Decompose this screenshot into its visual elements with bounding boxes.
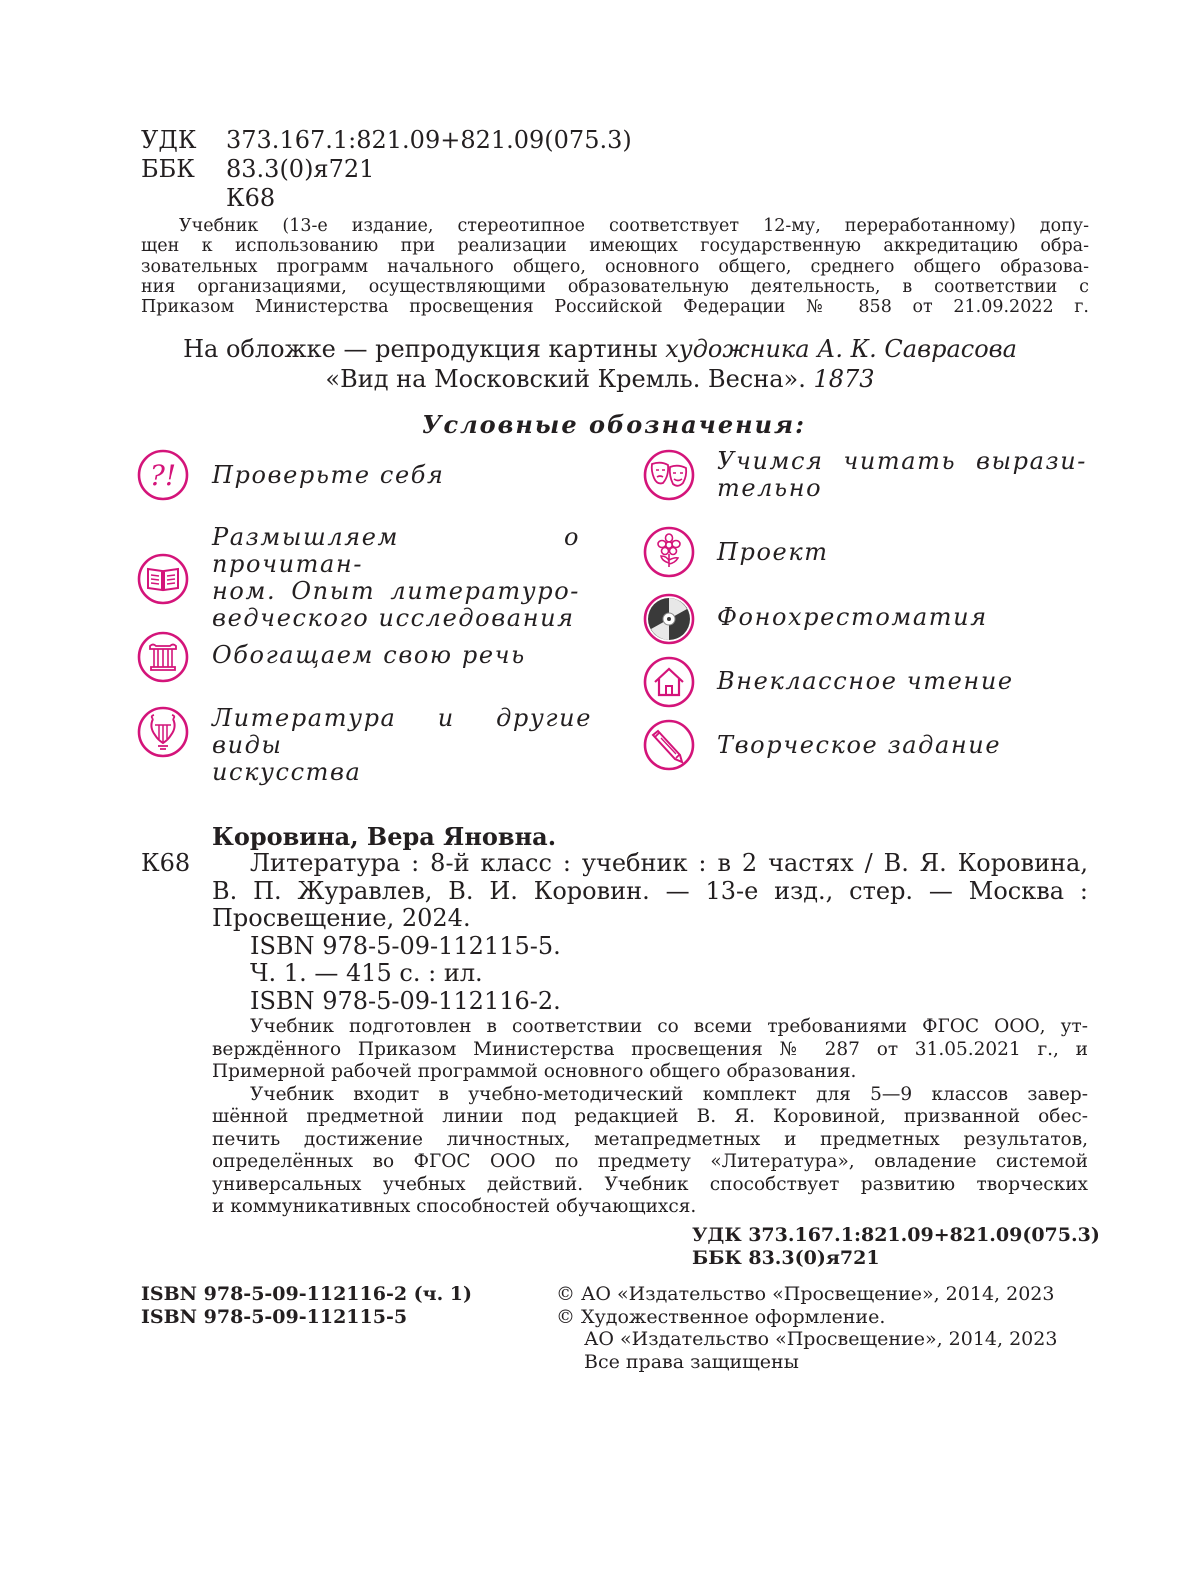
citation-isbn-set: ISBN 978-5-09-112115-5. (250, 931, 561, 960)
annotation-line: универсальных учебных действий. Учебник способствует развитию творческих (212, 1173, 1088, 1195)
citation-line: В. П. Журавлев, В. И. Коровин. — 13-е изд., стер. — Москва : (212, 876, 1088, 905)
bbk-row (141, 155, 632, 184)
classification-codes (141, 126, 632, 213)
legend-label-creative-task (717, 732, 1047, 759)
copyright-publisher: © АО «Издательство «Просвещение», 2014, 2023 (556, 1283, 1055, 1305)
approval-line: ния организациями, осуществляющими образовательную деятельность, в соответствии с (141, 276, 1089, 297)
flower-icon (642, 525, 696, 579)
legend-line: Проверьте себя (212, 461, 445, 489)
legend-line: Творческое задание (717, 731, 1002, 759)
annotation-line: Учебник подготовлен в соответствии со всеми требованиями ФГОС ООО, ут- (250, 1016, 1088, 1037)
column-icon (136, 630, 190, 684)
theatre-masks-icon (642, 448, 696, 502)
citation-codes (692, 1224, 1100, 1270)
legend-line: Внеклассное чтение (717, 667, 1014, 695)
svg-text:?!: ?! (149, 459, 177, 492)
annotation-line: и коммуникативных способностей обучающихся. (212, 1196, 697, 1217)
copyright-design: © Художественное оформление. (556, 1305, 886, 1328)
citation-mark: К68 (141, 849, 191, 877)
annotation-line: печить достижение личностных, метапредметных и предметных результатов, (212, 1128, 1088, 1150)
legend-line: Размышляем о прочитан- (212, 523, 580, 578)
house-icon (642, 655, 696, 709)
isbn-part-1: ISBN 978-5-09-112116-2 (ч. 1) (141, 1283, 473, 1305)
annotation-line: верждённого Приказом Министерства просвещения № 287 от 31.05.2021 г., и (212, 1038, 1088, 1060)
legend-line: искусства (212, 758, 362, 786)
citation-block (212, 850, 1088, 1015)
pencil-icon (642, 718, 696, 772)
approval-line: Приказом Министерства просвещения Российской Федерации № 858 от 21.09.2022 г. (141, 297, 1089, 318)
approval-line: щен к использованию при реализации имеющих государственную аккредитацию обра- (141, 236, 1089, 257)
legend-label-project (717, 539, 1017, 566)
legend-line: ведческого исследования (212, 604, 575, 632)
cover-note-line-1 (0, 334, 1200, 364)
isbn-set: ISBN 978-5-09-112115-5 (141, 1305, 408, 1328)
udk-value: 373.167.1:821.09+821.09(075.3) (226, 126, 632, 154)
legend-line: Фонохрестоматия (717, 603, 988, 631)
annotation-line: определённых во ФГОС ООО по предмету «Литература», овладение системой (212, 1151, 1088, 1172)
all-rights-reserved: Все права защищены (584, 1350, 799, 1373)
udk-row (141, 126, 632, 155)
author-mark: К68 (226, 184, 276, 212)
cover-note-line-2 (0, 364, 1200, 394)
legend-line: ном. Опыт литературо- (212, 577, 580, 605)
approval-line: Учебник (13-е издание, стереотипное соответствует 12-му, переработанному) допу- (179, 216, 1089, 236)
annotation-line: Учебник входит в учебно-методический комплект для 5—9 классов завер- (250, 1083, 1088, 1105)
author-name: Коровина, Вера Яновна. (212, 822, 557, 851)
citation-isbn-part: ISBN 978-5-09-112116-2. (250, 986, 561, 1015)
open-book-icon (136, 552, 190, 606)
cover-text: На обложке — репродукция картины (183, 335, 666, 363)
legend-line: Литература и другие виды (212, 704, 592, 759)
legend-line: Учимся читать вырази- (717, 447, 1087, 475)
legend-label-audio (717, 604, 1047, 631)
cd-disc-icon (642, 592, 696, 646)
annotation-line: шённой предметной линии под редакцией В. Я. Коровиной, призванной обес- (212, 1106, 1088, 1127)
legend-label-check-yourself (212, 462, 612, 489)
bbk-label: ББК (141, 155, 195, 183)
legend-label-extracurricular (717, 668, 1047, 695)
copyright-block (556, 1283, 1057, 1373)
citation-annotation (212, 1016, 1088, 1219)
citation-line: Просвещение, 2024. (212, 904, 471, 932)
legend-line: тельно (717, 474, 823, 502)
annotation-line: Примерной рабочей программой основного общего образования. (212, 1061, 857, 1082)
approval-paragraph (141, 216, 1089, 317)
legend-title: Условные обозначения: (421, 410, 806, 439)
legend-line: Проект (717, 538, 829, 566)
author-mark-row (141, 184, 632, 213)
bbk-value: 83.3(0)я721 (226, 155, 375, 183)
udk-label: УДК (141, 126, 197, 154)
painting-title: «Вид на Московский Кремль. Весна». (325, 365, 814, 393)
isbn-block (141, 1283, 472, 1328)
question-exclamation-icon (136, 448, 190, 502)
approval-line: зовательных программ начального общего, основного общего, среднего общего образова- (141, 256, 1089, 277)
legend-label-expressive-reading (717, 448, 1087, 502)
legend-label-reflect (212, 524, 580, 632)
legend-label-arts (212, 705, 592, 786)
painting-year: 1873 (813, 365, 875, 393)
citation-part: Ч. 1. — 415 с. : ил. (250, 959, 483, 987)
citation-udk: УДК 373.167.1:821.09+821.09(075.3) (692, 1224, 1100, 1246)
legend-line: Обогащаем свою речь (212, 641, 526, 669)
lyre-icon (136, 705, 190, 759)
citation-line: Литература : 8-й класс : учебник : в 2 частях / В. Я. Коровина, (250, 849, 1088, 877)
cover-artist: художника А. К. Саврасова (665, 335, 1017, 363)
citation-bbk: ББК 83.3(0)я721 (692, 1247, 880, 1269)
copyright-design-publisher: АО «Издательство «Просвещение», 2014, 2023 (584, 1328, 1058, 1350)
legend-label-enrich-speech (212, 642, 612, 669)
